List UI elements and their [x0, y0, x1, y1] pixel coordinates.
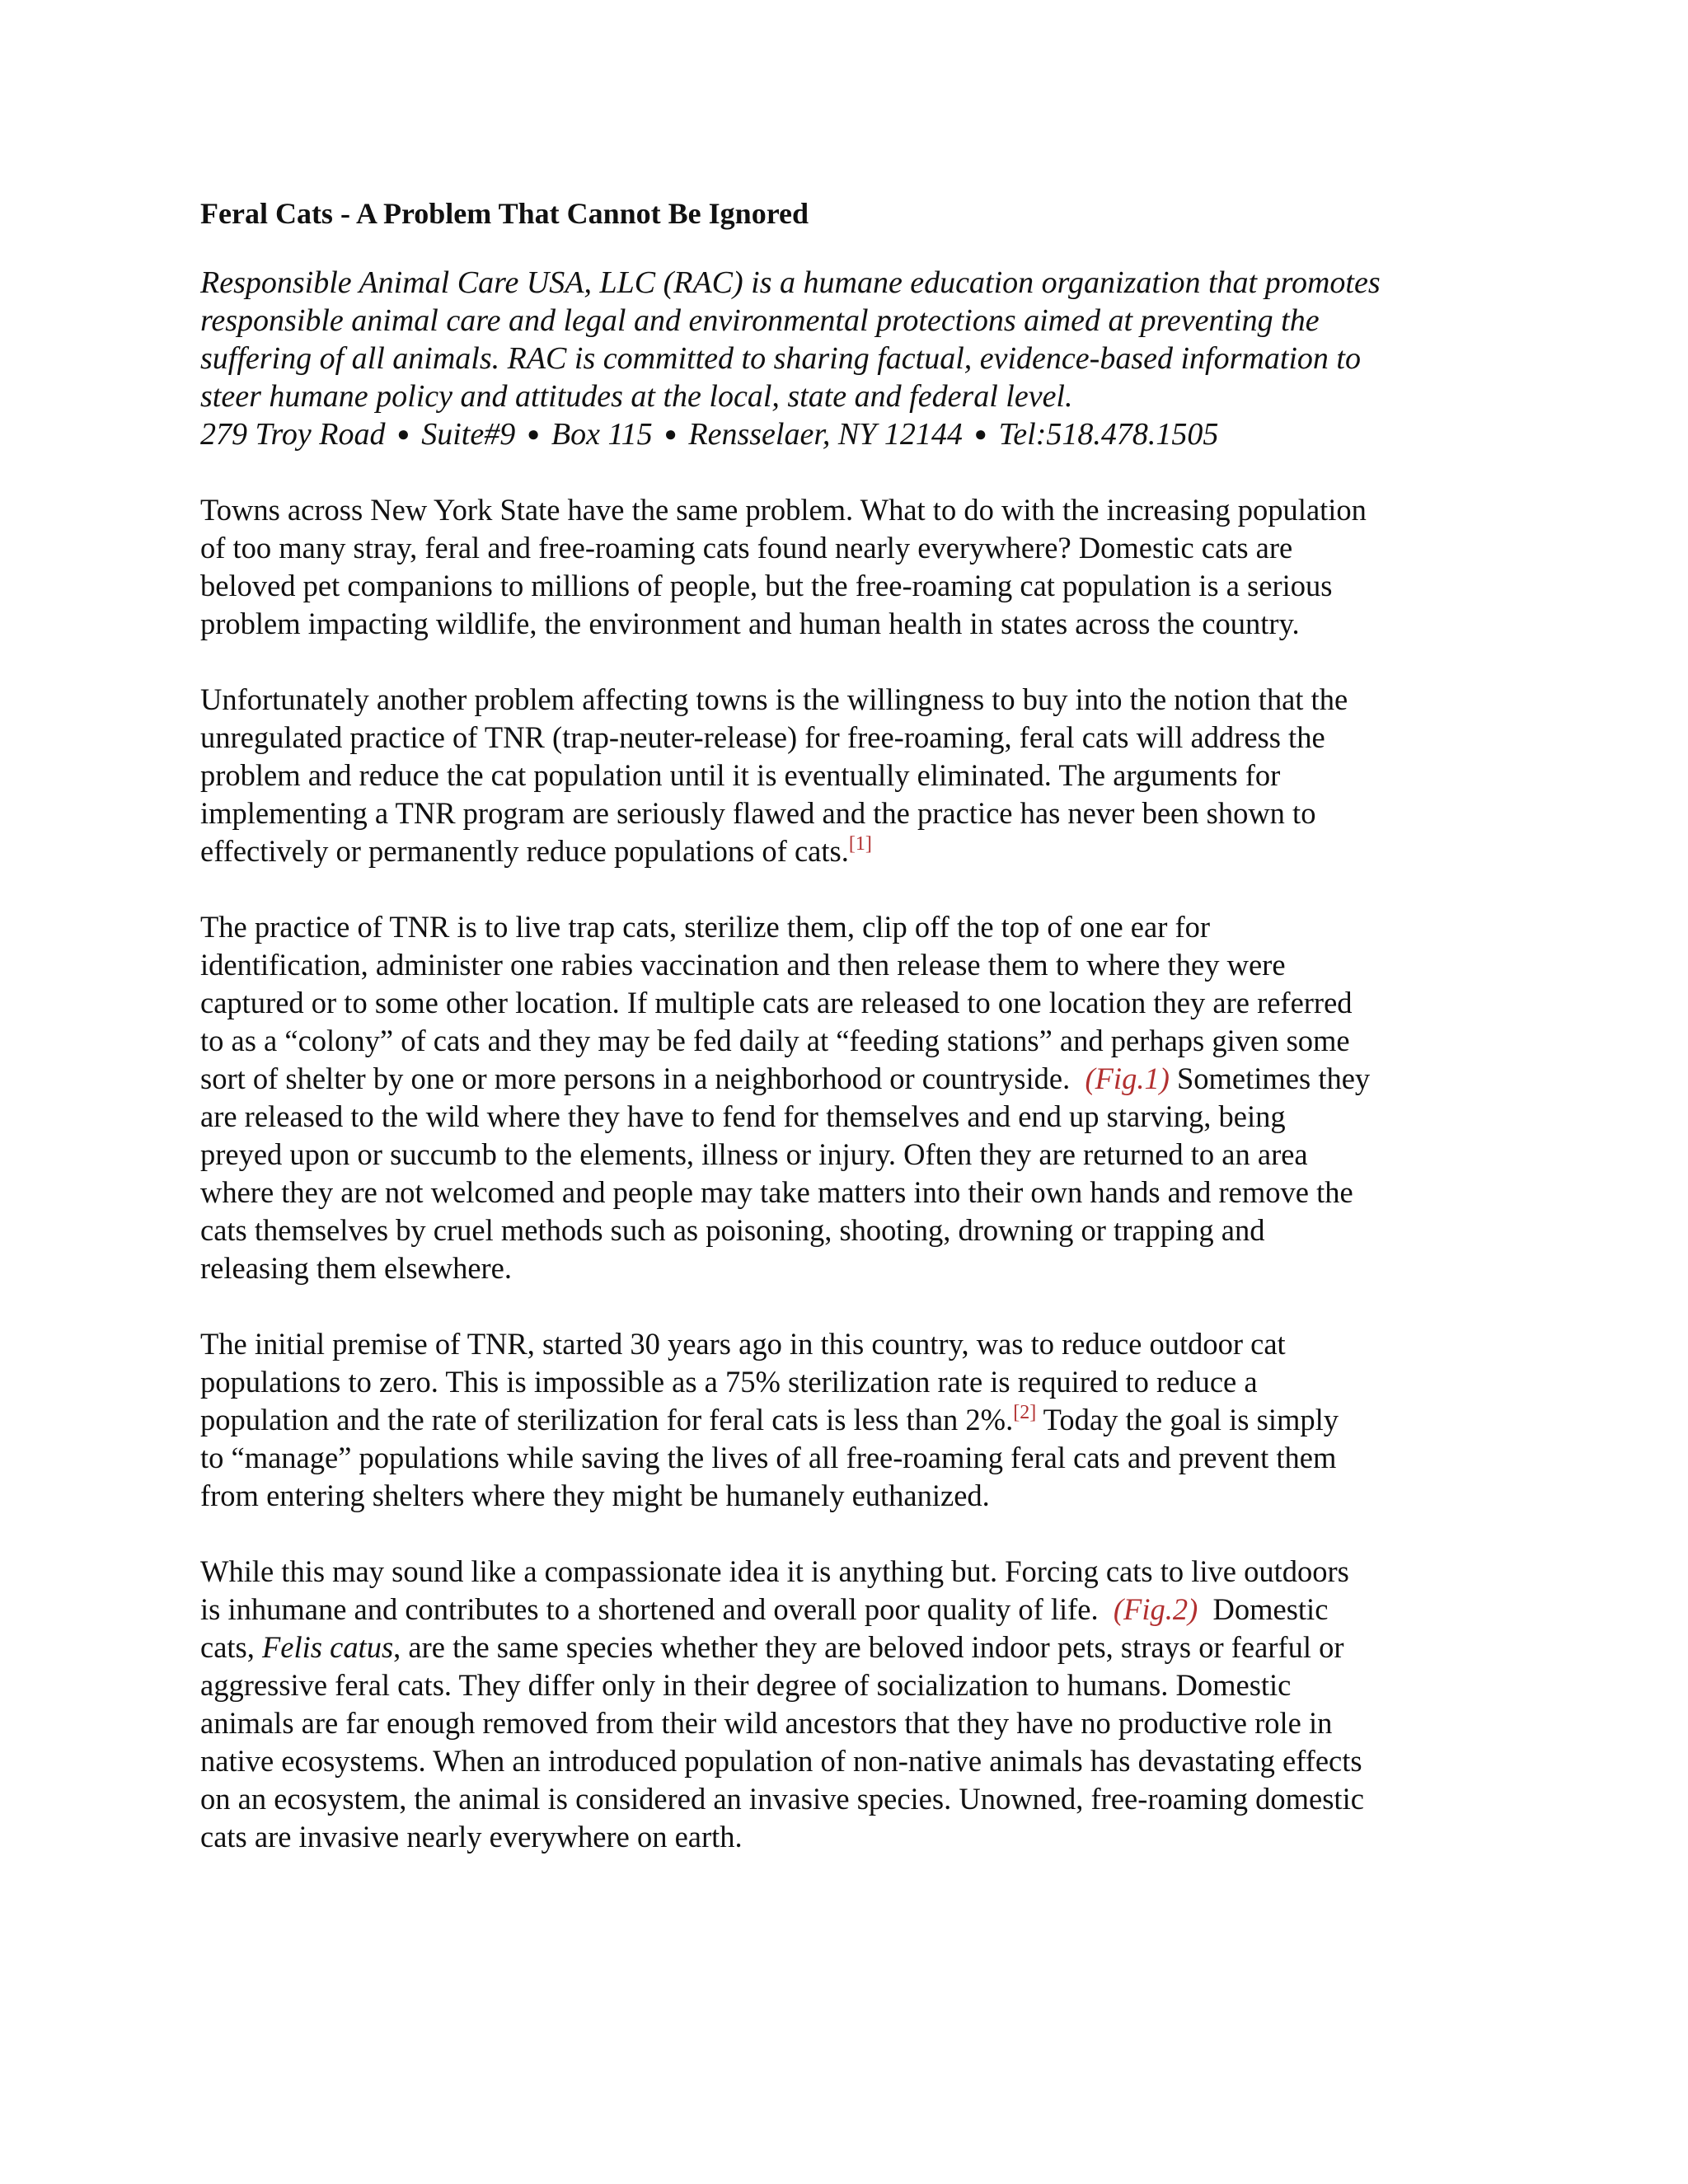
- document-page: [200, 194, 1503, 1856]
- address-line: [200, 415, 1503, 453]
- text-line: [200, 832, 1503, 870]
- text-line: aggressive feral cats. They differ only in their degree of socialization to humans. Domestic: [200, 1668, 1292, 1702]
- text-segment: Sometimes they: [1176, 1062, 1371, 1095]
- text-segment: sort of shelter by one or more persons in a neighborhood or countryside.: [200, 1062, 1071, 1095]
- intro-line: suffering of all animals. RAC is committed to sharing factual, evidence-based information to: [200, 341, 1361, 376]
- footnote-ref-2[interactable]: [2]: [1013, 1402, 1037, 1423]
- text-segment: population and the rate of sterilization for feral cats is less than 2%.: [200, 1403, 1014, 1436]
- bullet-separator: ●: [973, 422, 987, 446]
- address-street: 279 Troy Road: [200, 417, 386, 452]
- text-segment: , are the same species whether they are beloved indoor pets, strays or fearful or: [393, 1630, 1344, 1664]
- text-line: implementing a TNR program are seriously flawed and the practice has never been shown to: [200, 796, 1316, 830]
- text-line: to “manage” populations while saving the lives of all free-roaming feral cats and prevent them: [200, 1441, 1337, 1474]
- text-line: animals are far enough removed from their wild ancestors that they have no productive role in: [200, 1706, 1333, 1740]
- address-suite: Suite#9: [421, 417, 516, 452]
- intro-line: steer humane policy and attitudes at the local, state and federal level.: [200, 379, 1073, 414]
- text-line: populations to zero. This is impossible as a 75% sterilization rate is required to reduce a: [200, 1365, 1258, 1399]
- figure-ref-2[interactable]: (Fig.2): [1113, 1592, 1198, 1626]
- text-line: [200, 1629, 1503, 1666]
- text-line: problem and reduce the cat population until it is eventually eliminated. The arguments for: [200, 758, 1281, 792]
- bullet-separator: ●: [396, 422, 410, 446]
- text-line: from entering shelters where they might be humanely euthanized.: [200, 1479, 990, 1512]
- paragraph-3: [200, 908, 1503, 1287]
- text-line: releasing them elsewhere.: [200, 1251, 513, 1285]
- text-line: cats themselves by cruel methods such as poisoning, shooting, drowning or trapping and: [200, 1213, 1265, 1247]
- footnote-ref-1[interactable]: [1]: [848, 833, 872, 855]
- paragraph-1: [200, 491, 1503, 643]
- text-segment: effectively or permanently reduce populations of cats.: [200, 834, 849, 868]
- text-line: where they are not welcomed and people may take matters into their own hands and remove the: [200, 1175, 1353, 1209]
- species-name: Felis catus: [262, 1630, 394, 1664]
- text-line: identification, administer one rabies vaccination and then release them to where they were: [200, 948, 1286, 982]
- text-line: unregulated practice of TNR (trap-neuter-release) for free-roaming, feral cats will address the: [200, 720, 1325, 754]
- intro-line: Responsible Animal Care USA, LLC (RAC) is a humane education organization that promotes: [200, 265, 1381, 300]
- text-line: [200, 1060, 1503, 1098]
- text-line: problem impacting wildlife, the environment and human health in states across the country.: [200, 607, 1300, 640]
- figure-ref-1[interactable]: (Fig.1): [1085, 1062, 1170, 1095]
- text-line: Unfortunately another problem affecting towns is the willingness to buy into the notion that the: [200, 682, 1348, 716]
- paragraph-4: [200, 1325, 1503, 1515]
- text-line: captured or to some other location. If multiple cats are released to one location they are referred: [200, 986, 1353, 1019]
- bullet-separator: ●: [527, 422, 540, 446]
- text-line: While this may sound like a compassionate idea it is anything but. Forcing cats to live outdoors: [200, 1554, 1349, 1588]
- address-box: Box 115: [551, 417, 653, 452]
- text-segment: Today the goal is simply: [1036, 1403, 1339, 1436]
- text-segment: is inhumane and contributes to a shortened and overall poor quality of life.: [200, 1592, 1099, 1626]
- text-segment: cats,: [200, 1630, 255, 1664]
- organization-intro: [200, 264, 1503, 453]
- text-line: to as a “colony” of cats and they may be fed daily at “feeding stations” and perhaps given some: [200, 1024, 1350, 1057]
- paragraph-5: [200, 1553, 1503, 1856]
- article-body: [200, 491, 1503, 1856]
- paragraph-2: [200, 681, 1503, 870]
- text-line: [200, 1401, 1503, 1439]
- text-line: The practice of TNR is to live trap cats, sterilize them, clip off the top of one ear for: [200, 910, 1211, 944]
- text-line: preyed upon or succumb to the elements, illness or injury. Often they are returned to an area: [200, 1137, 1308, 1171]
- address-phone: Tel:518.478.1505: [998, 417, 1219, 452]
- text-line: [200, 1591, 1503, 1629]
- bullet-separator: ●: [663, 422, 678, 446]
- text-segment: Domestic: [1212, 1592, 1329, 1626]
- address-city: Rensselaer, NY 12144: [688, 417, 963, 452]
- text-line: native ecosystems. When an introduced population of non-native animals has devastating effects: [200, 1744, 1362, 1778]
- text-line: The initial premise of TNR, started 30 years ago in this country, was to reduce outdoor cat: [200, 1327, 1286, 1361]
- text-line: cats are invasive nearly everywhere on earth.: [200, 1820, 743, 1854]
- text-line: Towns across New York State have the same problem. What to do with the increasing population: [200, 493, 1367, 527]
- text-line: of too many stray, feral and free-roaming cats found nearly everywhere? Domestic cats are: [200, 531, 1293, 565]
- intro-line: responsible animal care and legal and environmental protections aimed at preventing the: [200, 303, 1320, 338]
- text-line: on an ecosystem, the animal is considered an invasive species. Unowned, free-roaming domestic: [200, 1782, 1364, 1816]
- text-line: beloved pet companions to millions of people, but the free-roaming cat population is a serious: [200, 569, 1333, 602]
- document-title: Feral Cats - A Problem That Cannot Be Ignored: [200, 197, 809, 230]
- text-line: are released to the wild where they have to fend for themselves and end up starving, being: [200, 1099, 1286, 1133]
